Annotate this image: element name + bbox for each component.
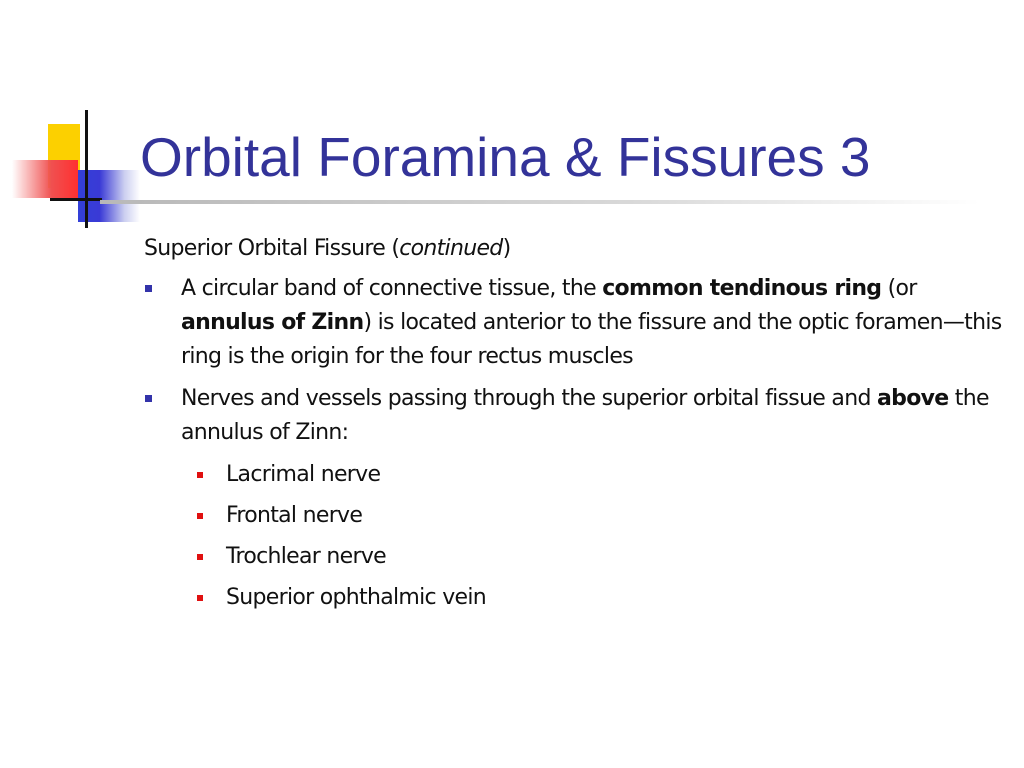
bullet-bold-text: annulus of Zinn bbox=[181, 310, 364, 335]
slide-title: Orbital Foramina & Fissures 3 bbox=[140, 126, 871, 188]
square-bullet-icon bbox=[145, 395, 152, 402]
bullet-text: the annulus of Zinn: bbox=[181, 386, 989, 445]
sub-bullet-text: Trochlear nerve bbox=[226, 544, 387, 569]
sub-bullet-text: Lacrimal nerve bbox=[226, 462, 381, 487]
sub-bullet-item bbox=[144, 458, 1004, 492]
sub-bullet-text: Superior ophthalmic vein bbox=[226, 585, 487, 610]
sub-bullet-item bbox=[144, 499, 1004, 533]
subheading bbox=[144, 232, 1004, 266]
subheading-close: ) bbox=[502, 236, 511, 261]
red-square-bullet-icon bbox=[197, 595, 203, 601]
bullet-bold-text: common tendinous ring bbox=[602, 276, 882, 301]
slide-body bbox=[144, 232, 1004, 622]
sub-bullet-item bbox=[144, 540, 1004, 574]
subheading-text: Superior Orbital Fissure ( bbox=[144, 236, 400, 261]
bullet-text: Nerves and vessels passing through the superior orbital fissue and bbox=[181, 386, 878, 411]
square-bullet-icon bbox=[145, 285, 152, 292]
bullet-item bbox=[144, 272, 1004, 374]
decor-vertical-line bbox=[85, 110, 88, 228]
decor-horizontal-line bbox=[50, 198, 102, 201]
red-square-bullet-icon bbox=[197, 472, 203, 478]
title-underline-rule bbox=[100, 200, 980, 204]
bullet-item bbox=[144, 382, 1004, 450]
red-square-bullet-icon bbox=[197, 554, 203, 560]
bullet-text: (or bbox=[881, 276, 917, 301]
bullet-bold-text: above bbox=[877, 386, 949, 411]
sub-bullet-text: Frontal nerve bbox=[226, 503, 363, 528]
bullet-text: A circular band of connective tissue, the bbox=[181, 276, 603, 301]
decor-red-square bbox=[12, 160, 78, 198]
subheading-italic: continued bbox=[399, 236, 503, 261]
sub-bullet-item bbox=[144, 581, 1004, 615]
red-square-bullet-icon bbox=[197, 513, 203, 519]
bullet-text: ) is located anterior to the fissure and the optic foramen—this ring is the origin for the four rectus muscles bbox=[181, 310, 1002, 369]
